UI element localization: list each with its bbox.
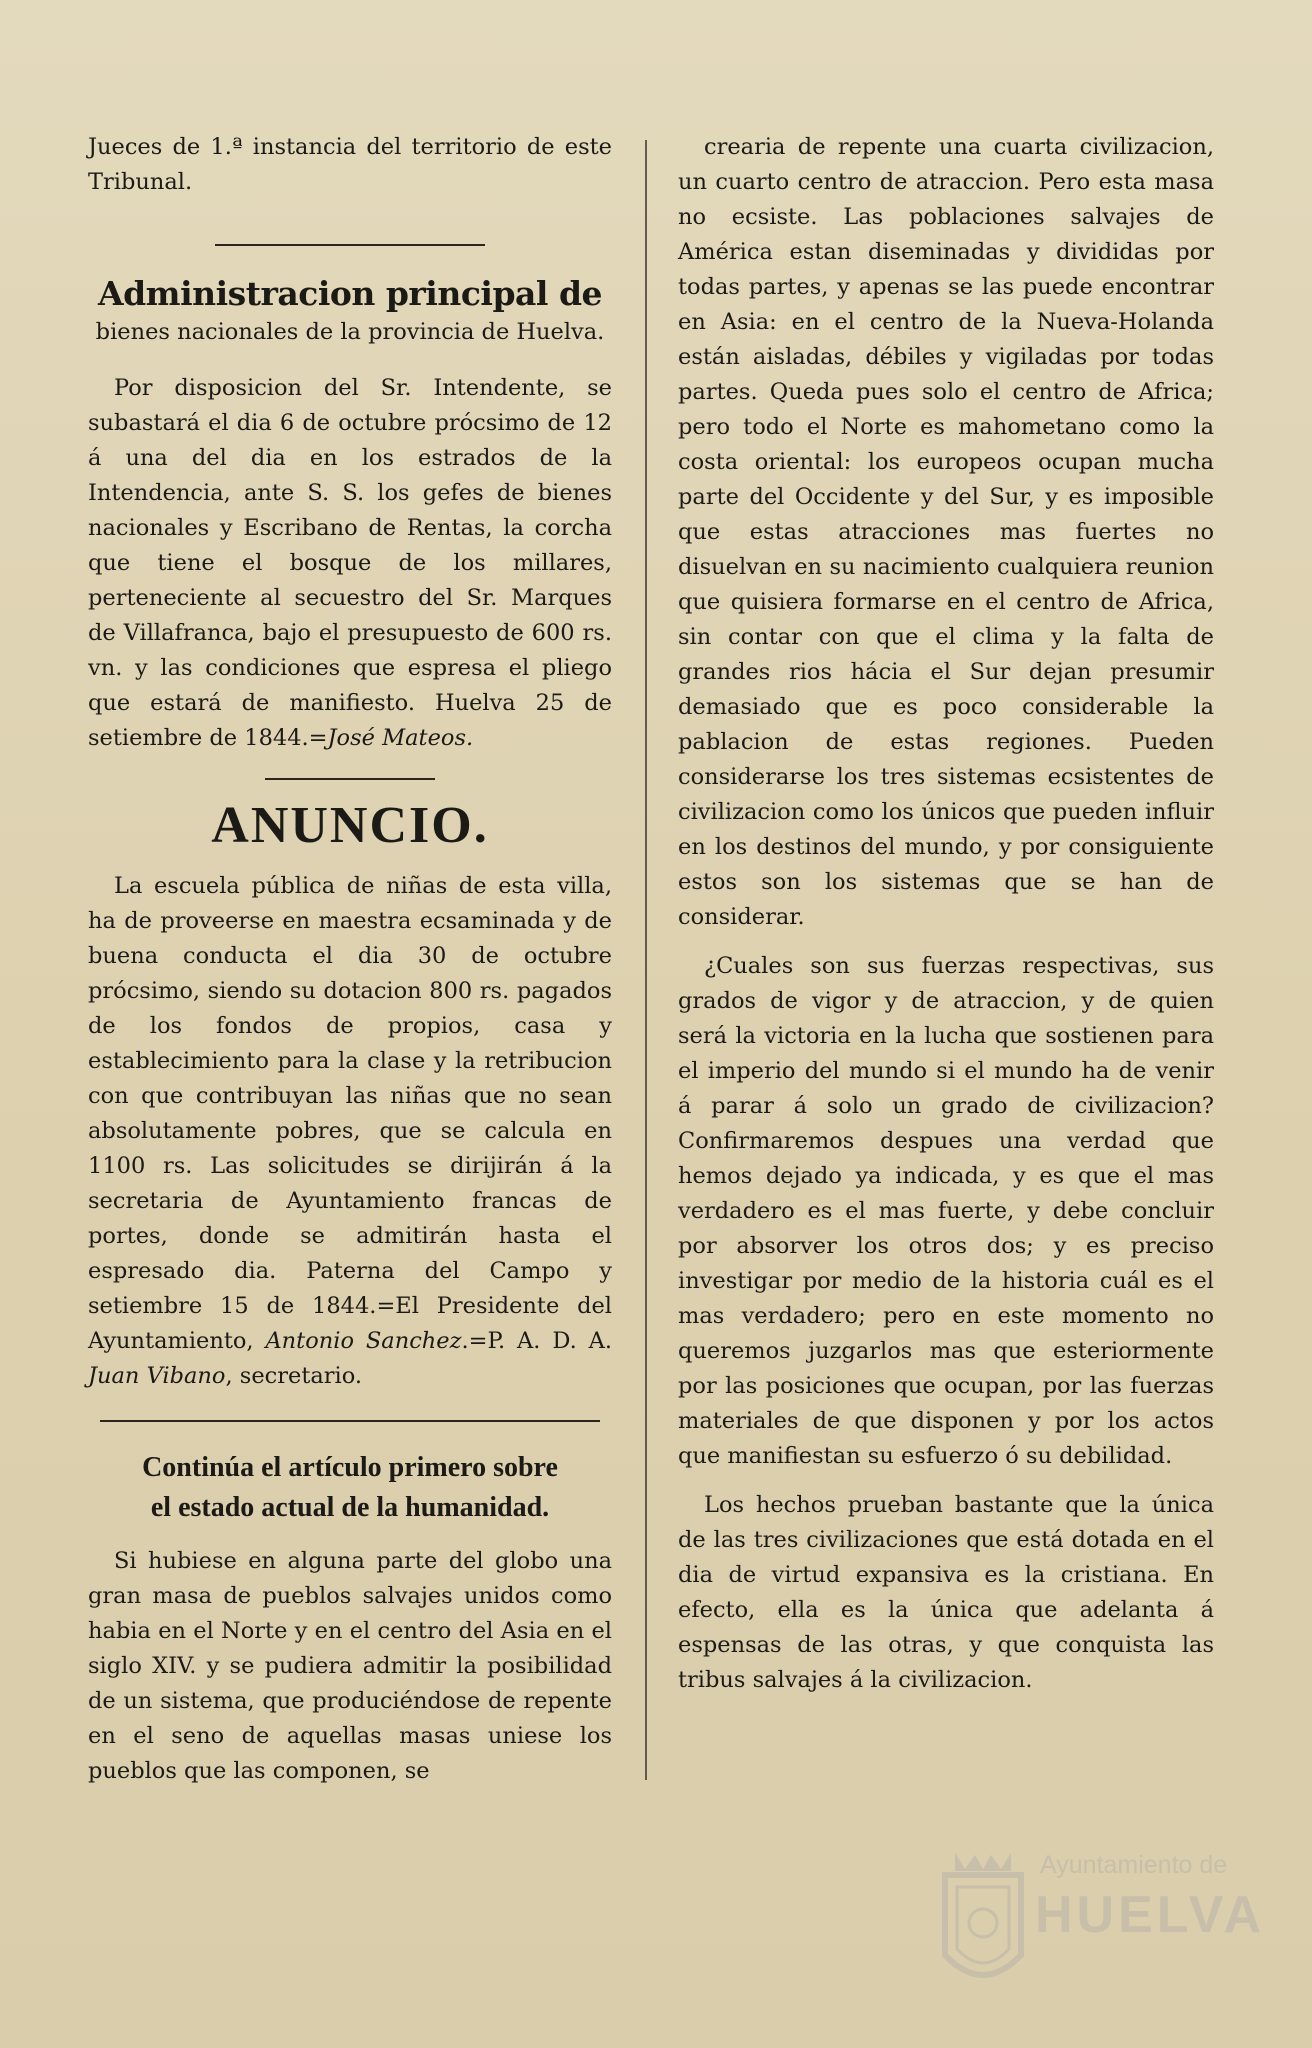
watermark-line2: HUELVA (1035, 1886, 1266, 1944)
anuncio-mid: .=P. A. D. A. (461, 1328, 612, 1354)
anuncio-paragraph (88, 869, 612, 1394)
article-paragraph-1: crearia de repente una cuarta civilizacion, un cuarto centro de atraccion. Pero esta masa no ecsiste. Las poblaciones salvajes de América estan diseminadas y divididas por todas partes, y apenas se las puede encontrar en Asia: en el centro de la Nueva-Holanda están aisladas, débiles y vigiladas por todas partes. Queda pues solo el centro de Africa; pero todo el Norte es mahometano como la costa oriental: los europeos ocupan mucha parte del Occidente y del Sur, y es imposible que estas atracciones mas fuertes no disuelvan en su nacimiento cualquiera reunion que quisiera formarse en el centro de Africa, sin contar con que el clima y la falta de grandes rios hácia el Sur dejan presumir demasiado que es poco considerable la pablacion de estas regiones. Pueden considerarse los tres sistemas ecsistentes de civilizacion como los únicos que pueden influir en los destinos del mundo, y por consiguiente estos son los sistemas que se han de considerar. (678, 134, 1214, 930)
right-column (678, 130, 1214, 1698)
continua-heading-line2: el estado actual de la humanidad. (150, 1492, 550, 1523)
watermark-line1: Ayuntamiento de (1040, 1851, 1228, 1879)
anuncio-signer-1: Antonio Sanchez (265, 1328, 462, 1354)
continua-paragraph: Si hubiese en alguna parte del globo una gran masa de pueblos salvajes unidos como habia en el Norte y en el centro del Asia en el siglo XIV. y se pudiera admitir la posibilidad de un sistema, que produciéndose de repente en el seno de aquellas masas uniese los pueblos que las componen, se (88, 1548, 612, 1784)
column-divider (645, 140, 647, 1780)
section-rule (215, 244, 485, 246)
continua-heading-line1: Continúa el artículo primero sobre (142, 1452, 558, 1483)
crest-icon (935, 1845, 1031, 2005)
admin-signature: José Mateos. (327, 725, 474, 751)
admin-subheading: bienes nacionales de la provincia de Huelva. (95, 319, 605, 345)
anuncio-heading: ANUNCIO. (211, 797, 489, 854)
left-column (88, 130, 612, 1789)
anuncio-text: La escuela pública de niñas de esta villa, ha de proveerse en maestra ecsaminada y de buena conducta el dia 30 de octubre prócsimo, siendo su dotacion 800 rs. pagados de los fondos de propios, casa y establecimiento para la clase y la retribucion con que contribuyan las niñas que no sean absolutamente pobres, que se calcula en 1100 rs. Las solicitudes se dirijirán á la secretaria de Ayuntamiento francas de portes, donde se admitirán hasta el espresado dia. Paterna del Campo y setiembre 15 de 1844.=El Presidente del Ayuntamiento, (88, 873, 612, 1354)
admin-heading: Administracion principal de (97, 274, 603, 313)
intro-text: Jueces de 1.ª instancia del territorio de este Tribunal. (88, 134, 612, 195)
article-paragraph-2: ¿Cuales son sus fuerzas respectivas, sus grados de vigor y de atraccion, y de quien será la victoria en la lucha que sostienen para el imperio del mundo si el mundo ha de venir á parar á solo un grado de civilizacion? Confirmaremos despues una verdad que hemos dejado ya indicada, y es que el mas verdadero es el mas fuerte, y debe concluir por absorver los otros dos; y es preciso investigar por medio de la historia cuál es el mas verdadero; pero en este momento no queremos juzgarlos mas que esteriormente por las posiciones que ocupan, por las fuerzas materiales de que disponen y por los actos que manifiestan su esfuerzo ó su debilidad. (678, 953, 1214, 1469)
section-rule (100, 1420, 600, 1422)
anuncio-signer-2: Juan Vibano (88, 1363, 226, 1389)
admin-paragraph-text: Por disposicion del Sr. Intendente, se subastará el dia 6 de octubre prócsimo de 12 á una del dia en los estrados de la Intendencia, ante S. S. los gefes de bienes nacionales y Escribano de Rentas, la corcha que tiene el bosque de los millares, perteneciente al secuestro del Sr. Marques de Villafranca, bajo el presupuesto de 600 rs. vn. y las condiciones que espresa el pliego que estará de manifiesto. Huelva 25 de setiembre de 1844.= (88, 375, 612, 751)
article-paragraph-3: Los hechos prueban bastante que la única de las tres civilizaciones que está dotada en el dia de virtud expansiva es la cristiana. En efecto, ella es la única que adelanta á espensas de las otras, y que conquista las tribus salvajes á la civilizacion. (678, 1492, 1214, 1693)
section-rule (265, 778, 435, 780)
continua-heading (88, 1448, 612, 1528)
anuncio-tail: , secretario. (225, 1363, 363, 1389)
admin-paragraph (88, 371, 612, 756)
ayuntamiento-watermark (915, 1845, 1266, 2015)
